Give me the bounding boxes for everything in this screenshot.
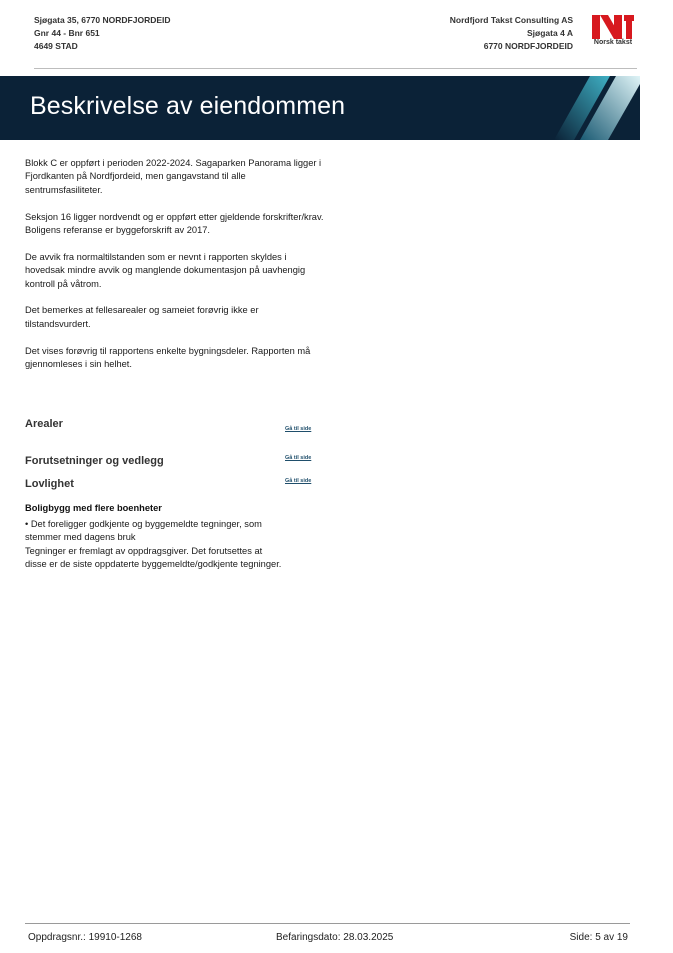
section-title-forutsetninger: Forutsetninger og vedlegg xyxy=(25,455,164,467)
gnr-bnr-line: Gnr 44 - Bnr 651 xyxy=(34,28,100,38)
page-number-label: Side: xyxy=(569,932,593,943)
description-paragraph: Seksjon 16 ligger nordvendt og er oppført etter gjeldende forskrifter/krav. Boligens referanse er byggeforskrift av 2017. xyxy=(25,211,324,236)
page-number-value: 5 av 19 xyxy=(595,932,628,943)
section-title-lovlighet: Lovlighet xyxy=(25,478,74,490)
property-address-block xyxy=(34,14,171,53)
inspection-date-label: Befaringsdato: xyxy=(276,932,341,943)
go-to-page-link-lovlighet[interactable]: Gå til side xyxy=(285,478,312,484)
drawings-note: Tegninger er fremlagt av oppdragsgiver. Det forutsettes at disse er de siste oppdaterte byggemeldte/godkjente tegninger. xyxy=(25,546,282,570)
drawings-bullet: • Det foreligger godkjente og byggemeldte tegninger, som stemmer med dagens bruk xyxy=(25,519,262,543)
company-address-block xyxy=(450,14,573,53)
banner-stripes-icon xyxy=(550,76,640,140)
inspection-date xyxy=(276,932,393,943)
property-description xyxy=(25,157,325,385)
inspection-date-value: 28.03.2025 xyxy=(343,932,394,943)
page-number xyxy=(570,932,628,943)
postal-line: 4649 STAD xyxy=(34,41,78,51)
company-street: Sjøgata 4 A xyxy=(527,28,573,38)
footer-divider xyxy=(25,923,630,924)
building-type-heading: Boligbygg med flere boenheter xyxy=(25,503,162,513)
order-number-label: Oppdragsnr.: xyxy=(28,932,86,943)
company-postal: 6770 NORDFJORDEID xyxy=(483,41,573,51)
address-line: Sjøgata 35, 6770 NORDFJORDEID xyxy=(34,15,171,25)
company-name: Nordfjord Takst Consulting AS xyxy=(449,15,573,25)
go-to-page-link-arealer[interactable]: Gå til side xyxy=(285,426,312,432)
description-paragraph: Blokk C er oppført i perioden 2022-2024. Sagaparken Panorama ligger i Fjordkanten på Nordfjordeid, men gangavstand til alle sentrumsfasiliteter. xyxy=(25,158,322,195)
description-paragraph: De avvik fra normaltilstanden som er nevnt i rapporten skyldes i hovedsak mindre avvik og manglende dokumentasjon på uavhengig kontroll på våtrom. xyxy=(25,251,306,289)
order-number-value: 19910-1268 xyxy=(88,932,142,943)
description-paragraph: Det vises forøvrig til rapportens enkelte bygningsdeler. Rapporten må gjennomleses i sin helhet. xyxy=(25,345,311,370)
page-title: Beskrivelse av eiendommen xyxy=(30,92,346,120)
description-paragraph: Det bemerkes at fellesarealer og sameiet forøvrig ikke er tilstandsvurdert. xyxy=(25,305,259,329)
order-number xyxy=(28,932,142,943)
logo-text: Norsk takst xyxy=(593,39,633,46)
section-title-arealer: Arealer xyxy=(25,418,63,430)
section-banner xyxy=(0,76,640,140)
go-to-page-link-forutsetninger[interactable]: Gå til side xyxy=(285,455,312,461)
header-divider xyxy=(34,68,637,69)
